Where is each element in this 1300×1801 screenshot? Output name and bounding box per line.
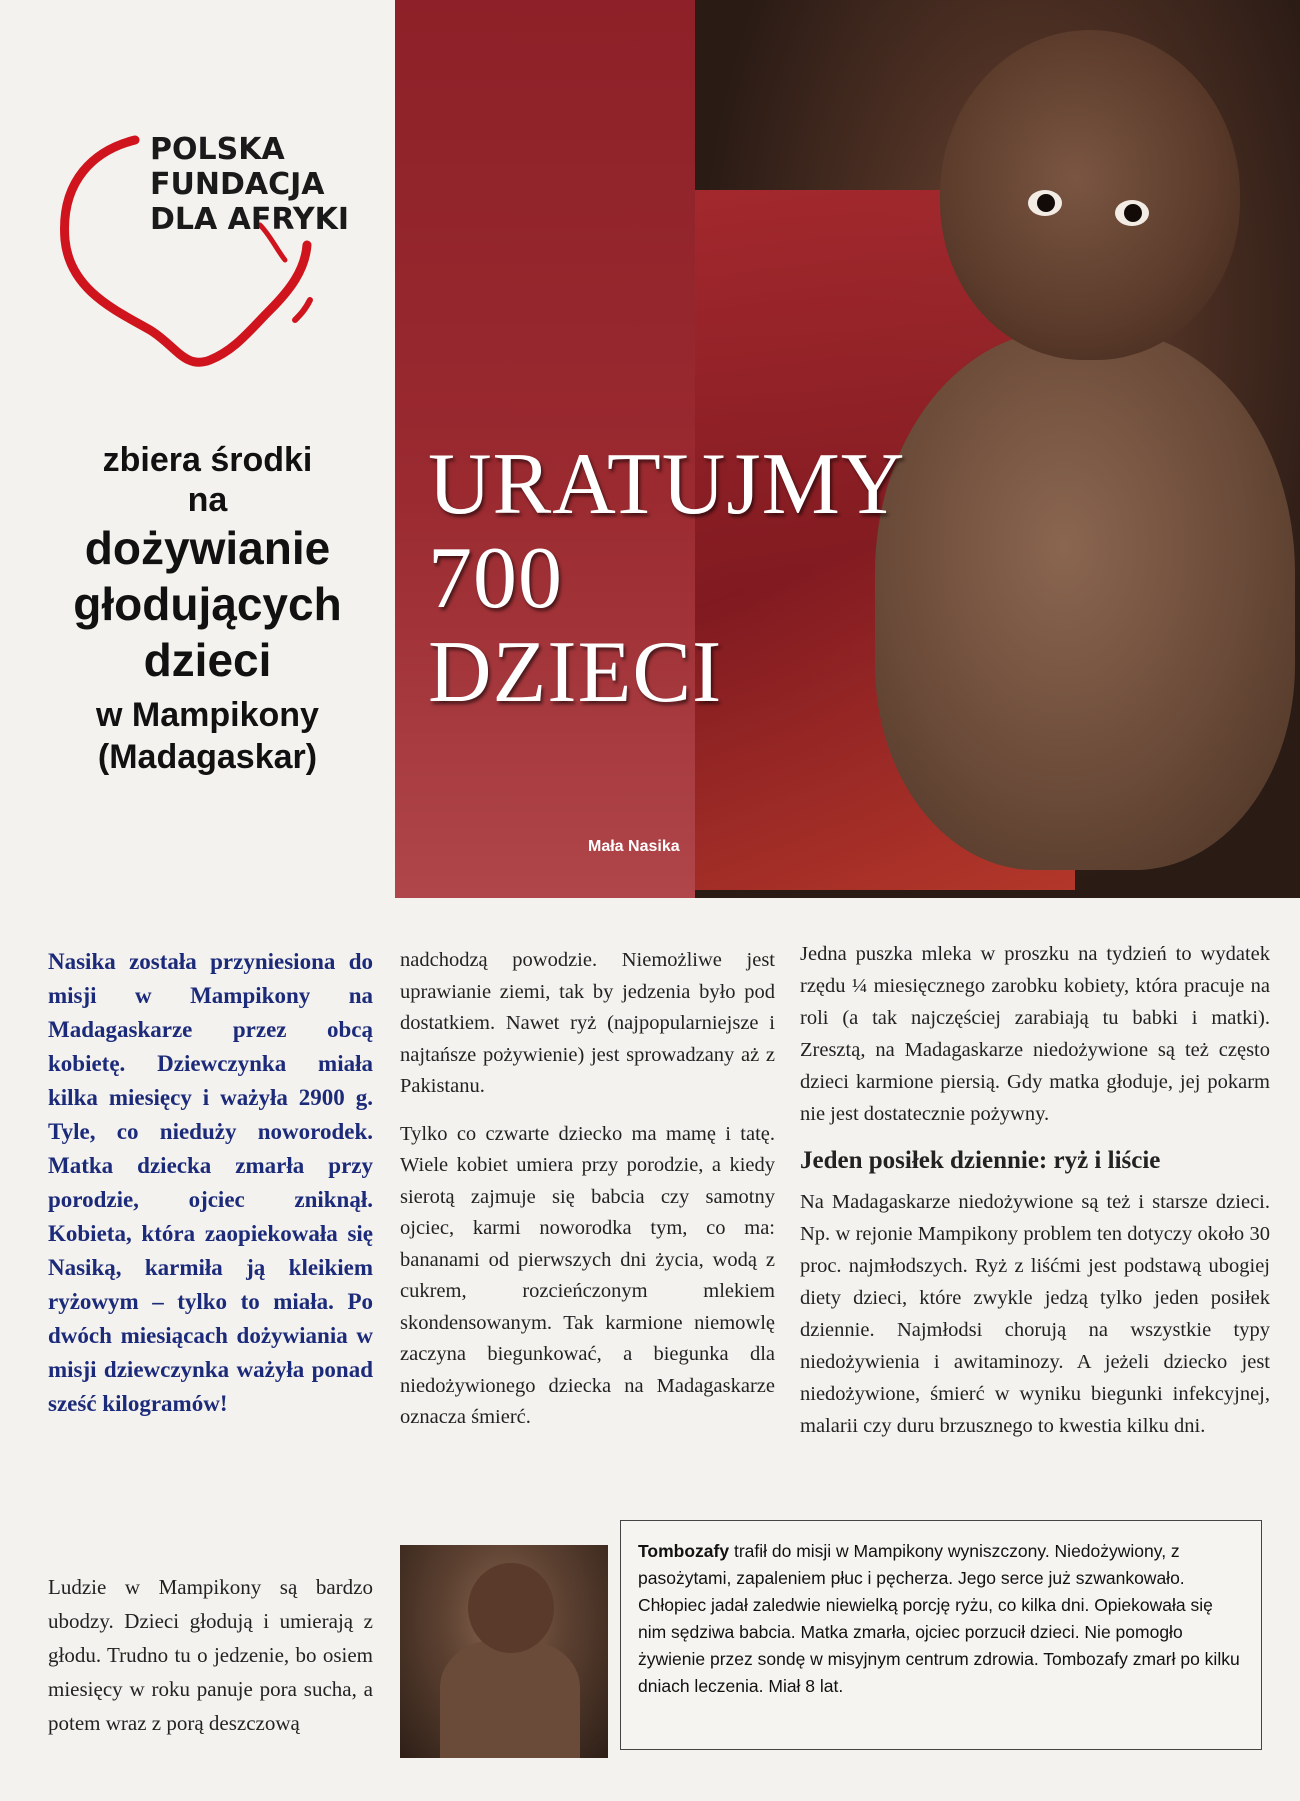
heading-line-6: w Mampikony — [96, 696, 319, 734]
photo-caption: Mała Nasika — [588, 838, 680, 855]
foundation-logo-text — [150, 132, 349, 237]
article-paragraph-3: Tylko co czwarte dziecko ma mamę i tatę. Wiele kobiet umiera przy porodzie, a kiedy sierotą zajmuje się babcia czy samotny ojciec, karmi noworodka tym, co ma: bananami od pierwszych dni życia, wodą z cukrem, rozcieńczonym mlekiem skondensowanym. Tak karmione niemowlę zaczyna biegunkować, a biegunka dla niedożywionego dziecka na Madagaskarze oznacza śmierć. — [400, 1122, 775, 1428]
story-box-text — [638, 1538, 1243, 1700]
story-box-name: Tombozafy — [638, 1541, 730, 1561]
hero-title-line-3: DZIECI — [428, 624, 723, 721]
boy-head — [468, 1563, 554, 1653]
logo-line-2: FUNDACJA — [150, 167, 325, 202]
story-box-body: trafił do misji w Mampikony wyniszczony. Niedożywiony, z pasożytami, zapaleniem płuc i pęcherza. Jego serce już szwankowało. Chłopiec jadał zaledwie niewielką porcję ryżu, co kilka dni. Opiekowała się nim sędziwa babcia. Matka zmarła, ojciec porzucił dzieci. Nie pomogło żywienie przez sondę w misyjnym centrum zdrowia. Tombozafy zmarł po kilku dniach leczenia. Miał 8 lat. — [638, 1541, 1240, 1696]
article-column-2 — [400, 945, 775, 1450]
fundraising-heading — [30, 440, 385, 778]
baby-eye-right — [1115, 200, 1149, 226]
boy-photo — [400, 1545, 608, 1758]
article-column-3 — [800, 938, 1270, 1442]
logo-line-3: DLA AFRYKI — [150, 202, 349, 237]
logo-line-1: POLSKA — [150, 132, 285, 167]
baby-head — [940, 30, 1240, 360]
heading-line-4: głodujących — [73, 578, 342, 630]
article-subheading: Jeden posiłek dziennie: ryż i liście — [800, 1147, 1161, 1174]
article-paragraph-5: Na Madagaskarze niedożywione są też i starsze dzieci. Np. w rejonie Mampikony problem ten dotyczy około 30 proc. najmłodszych. Ryż z liśćmi jest podstawą ubogiej diety dzieci, które zwykle jedzą tylko jeden posiłek dziennie. Najmłodsi chorują na wszystkie typy niedożywienia i awitaminozy. A jeżeli dziecko jest niedożywione, śmierć w wyniku biegunki infekcyjnej, malarii czy duru brzusznego to kwestia kilku dni. — [800, 1191, 1270, 1437]
baby-body — [875, 330, 1295, 870]
boy-body — [440, 1640, 580, 1758]
hero-title — [428, 438, 905, 720]
article-paragraph-2: nadchodzą powodzie. Niemożliwe jest uprawianie ziemi, tak by jedzenia było pod dostatkiem. Nawet ryż (najpopularniejsze i najtańsze pożywienie) jest sprowadzany aż z Pakistanu. — [400, 949, 775, 1097]
hero-title-line-2: 700 — [428, 530, 563, 627]
heading-line-7: (Madagaskar) — [97, 738, 318, 776]
article-paragraph-1: Ludzie w Mampikony są bardzo ubodzy. Dzieci głodują i umierają z głodu. Trudno tu o jedzenie, bo osiem miesięcy w roku panuje pora sucha, a potem wraz z porą deszczową — [48, 1575, 373, 1735]
article-intro: Nasika została przyniesiona do misji w Mampikony na Madagaskarze przez obcą kobietę. Dziewczynka miała kilka miesięcy i ważyła 2900 g. Tyle, co nieduży noworodek. Matka dziecka zmarła przy porodzie, ojciec zniknął. Kobieta, która zaopiekowała się Nasiką, karmiła ją kleikiem ryżowym – tylko to miała. Po dwóch miesiącach dożywiania w misji dziewczynka ważyła ponad sześć kilogramów! — [48, 949, 373, 1416]
heading-line-2: na — [187, 481, 228, 519]
heading-line-5: dzieci — [143, 634, 272, 686]
baby-eye-left — [1028, 190, 1062, 216]
heading-line-1: zbiera środki — [102, 441, 313, 479]
article-paragraph-4: Jedna puszka mleka w proszku na tydzień to wydatek rzędu ¼ miesięcznego zarobku kobiety, która pracuje na roli (a tak najczęściej zarabiają tu babki i matki). Zresztą, na Madagaskarze niedożywione są też często dzieci karmione piersią. Gdy matka głoduje, jej pokarm nie jest dostatecznie pożywny. — [800, 943, 1270, 1125]
hero-title-line-1: URATUJMY — [428, 436, 906, 533]
heading-line-3: dożywianie — [84, 522, 331, 574]
